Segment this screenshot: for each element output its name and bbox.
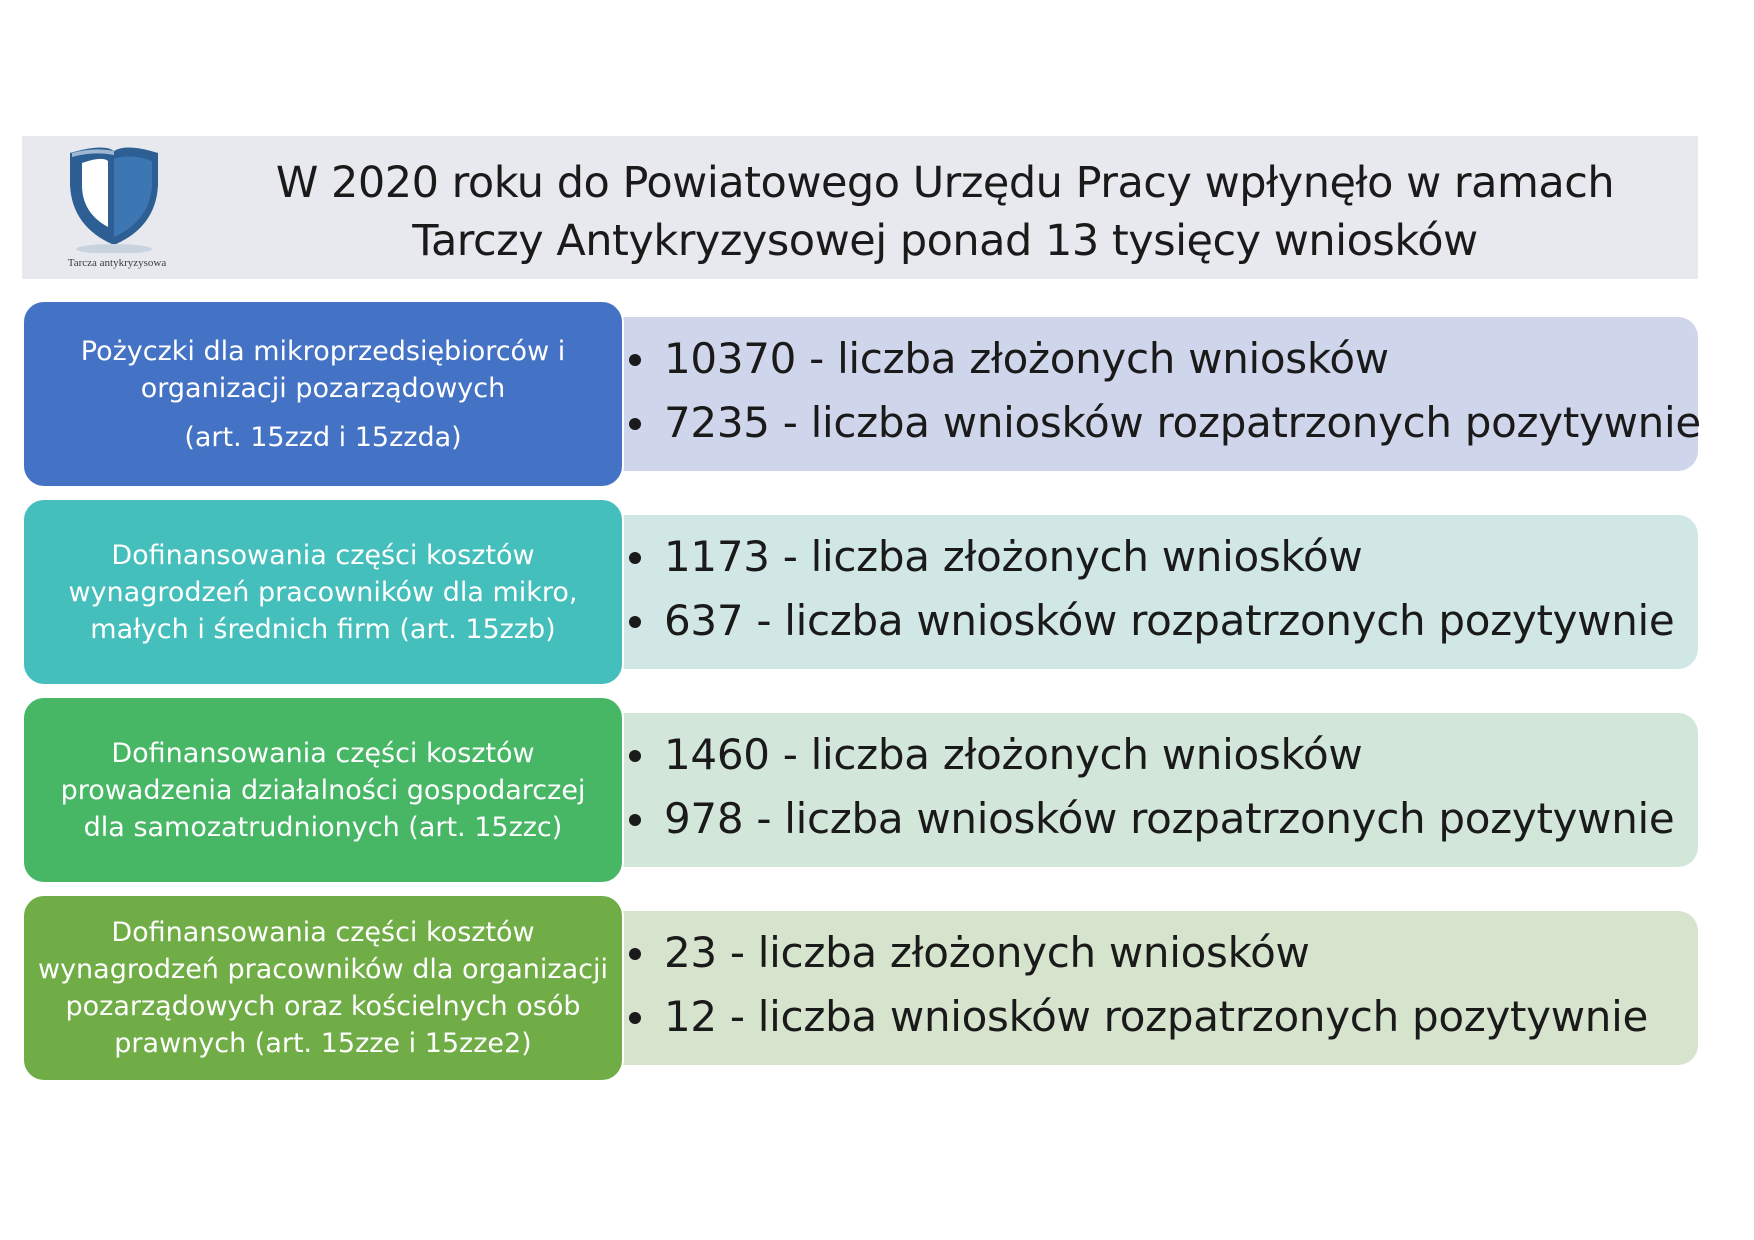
logo-caption: Tarcza antykryzysowa	[67, 257, 167, 269]
stat-approved: 637 - liczba wniosków rozpatrzonych pozytywnie	[664, 589, 1698, 653]
stat-submitted: 23 - liczba złożonych wniosków	[664, 921, 1698, 985]
program-article: (art. 15zzd i 15zzda)	[184, 421, 462, 453]
logo	[52, 141, 182, 271]
stat-approved: 978 - liczba wniosków rozpatrzonych pozytywnie	[664, 787, 1698, 851]
program-name: Dofinansowania części kosztów wynagrodzeń pracowników dla mikro, małych i średnich firm (art. 15zzb)	[68, 539, 578, 645]
program-label-3	[22, 696, 624, 884]
stat-submitted: 10370 - liczba złożonych wniosków	[664, 327, 1698, 391]
program-row-2	[22, 498, 1698, 688]
program-label-1	[22, 300, 624, 488]
stat-approved: 12 - liczba wniosków rozpatrzonych pozytywnie	[664, 985, 1698, 1049]
page-title	[252, 154, 1638, 270]
program-row-4	[22, 894, 1698, 1084]
stats-panel-1	[582, 317, 1701, 471]
program-label-2	[22, 498, 624, 686]
stats-panel-3	[582, 713, 1698, 867]
header-banner	[22, 136, 1698, 279]
shield-icon	[64, 141, 164, 253]
program-row-3	[22, 696, 1698, 886]
program-label-4	[22, 894, 624, 1082]
program-name: Dofinansowania części kosztów prowadzenia działalności gospodarczej dla samozatrudnionych (art. 15zzc)	[60, 737, 586, 843]
stat-submitted: 1460 - liczba złożonych wniosków	[664, 723, 1698, 787]
stats-panel-4	[582, 911, 1698, 1065]
program-name: Dofinansowania części kosztów wynagrodzeń pracowników dla organizacji pozarządowych oraz kościelnych osób prawnych (art. 15zze i 15zze2)	[38, 917, 608, 1059]
title-line-1: W 2020 roku do Powiatowego Urzędu Pracy wpłynęło w ramach	[275, 158, 1615, 208]
stats-panel-2	[582, 515, 1698, 669]
title-line-2: Tarczy Antykryzysowej ponad 13 tysięcy wniosków	[412, 216, 1478, 266]
stat-submitted: 1173 - liczba złożonych wniosków	[664, 525, 1698, 589]
stat-approved: 7235 - liczba wniosków rozpatrzonych pozytywnie	[664, 391, 1698, 455]
program-row-1	[22, 300, 1701, 490]
program-name: Pożyczki dla mikroprzedsiębiorców i organizacji pozarządowych	[80, 335, 566, 404]
